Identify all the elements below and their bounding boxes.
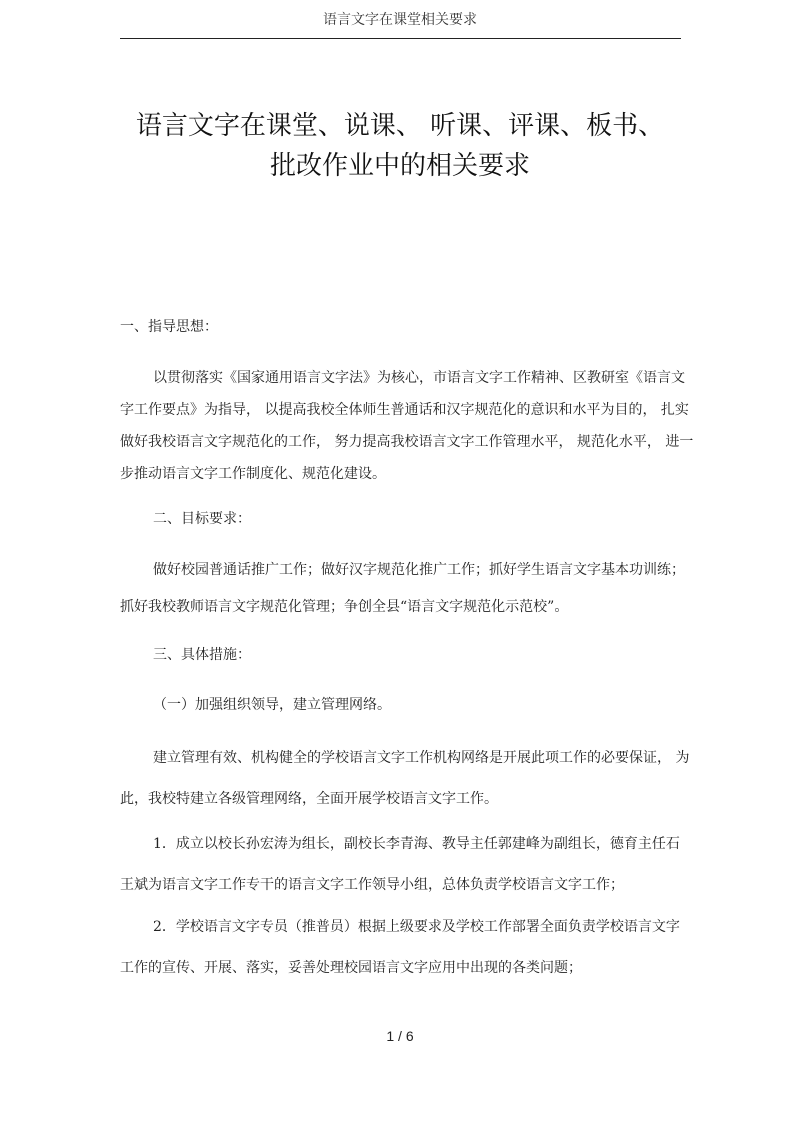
header-divider	[120, 38, 681, 39]
document-title	[100, 106, 700, 186]
paragraph-line: 做好校园普通话推广工作；做好汉字规范化推广工作；抓好学生语言文字基本功训练；	[153, 562, 685, 578]
paragraph-line: 以贯彻落实《国家通用语言文字法》为核心，市语言文字工作精神、区教研室《语言文	[153, 370, 685, 386]
paragraph-line: 1．成立以校长孙宏涛为组长，副校长李青海、教导主任郭建峰为副组长，德育主任石	[153, 836, 680, 852]
paragraph-line: 工作的宣传、开展、落实，妥善处理校园语言文字应用中出现的各类问题；	[120, 960, 582, 976]
section-3-paragraph-1	[120, 738, 690, 820]
section-2-paragraph	[120, 552, 685, 626]
section-3-item-1	[120, 824, 682, 906]
heading-text: 三、具体措施：	[153, 647, 251, 663]
section-3-subheading-1	[120, 694, 682, 714]
paragraph-line: 抓好我校教师语言文字规范化管理；争创全县“语言文字规范化示范校”。	[120, 599, 569, 615]
running-header: 语言文字在课堂相关要求	[323, 12, 477, 28]
paragraph-line: 做好我校语言文字规范化的工作， 努力提高我校语言文字工作管理水平， 规范化水平， 进一	[120, 434, 694, 450]
page-number: 1 / 6	[386, 1028, 414, 1044]
title-line-1: 语言文字在课堂、说课、 听课、评课、板书、	[135, 111, 665, 141]
section-3-item-2	[120, 907, 682, 989]
section-1-heading: 一、指导思想：	[120, 319, 218, 335]
paragraph-line: 王斌为语言文字工作专干的语言文字工作领导小组，总体负责学校语言文字工作；	[120, 877, 624, 893]
paragraph-line: 步推动语言文字工作制度化、规范化建设。	[120, 466, 386, 482]
paragraph-line: 此，我校特建立各级管理网络，全面开展学校语言文字工作。	[120, 791, 498, 807]
section-1-paragraph	[120, 362, 694, 490]
paragraph-line: 建立管理有效、机构健全的学校语言文字工作机构网络是开展此项工作的必要保证， 为	[153, 750, 690, 766]
subheading-text: （一）加强组织领导，建立管理网络。	[153, 697, 391, 713]
section-2-heading	[120, 508, 682, 528]
heading-text: 二、目标要求：	[153, 511, 251, 527]
paragraph-line: 字工作要点》为指导， 以提高我校全体师生普通话和汉字规范化的意识和水平为目的， 扎实	[120, 402, 689, 418]
title-line-2: 批改作业中的相关要求	[269, 151, 530, 181]
section-3-heading	[120, 644, 682, 664]
paragraph-line: 2．学校语言文字专员（推普员）根据上级要求及学校工作部署全面负责学校语言文字	[153, 919, 680, 935]
